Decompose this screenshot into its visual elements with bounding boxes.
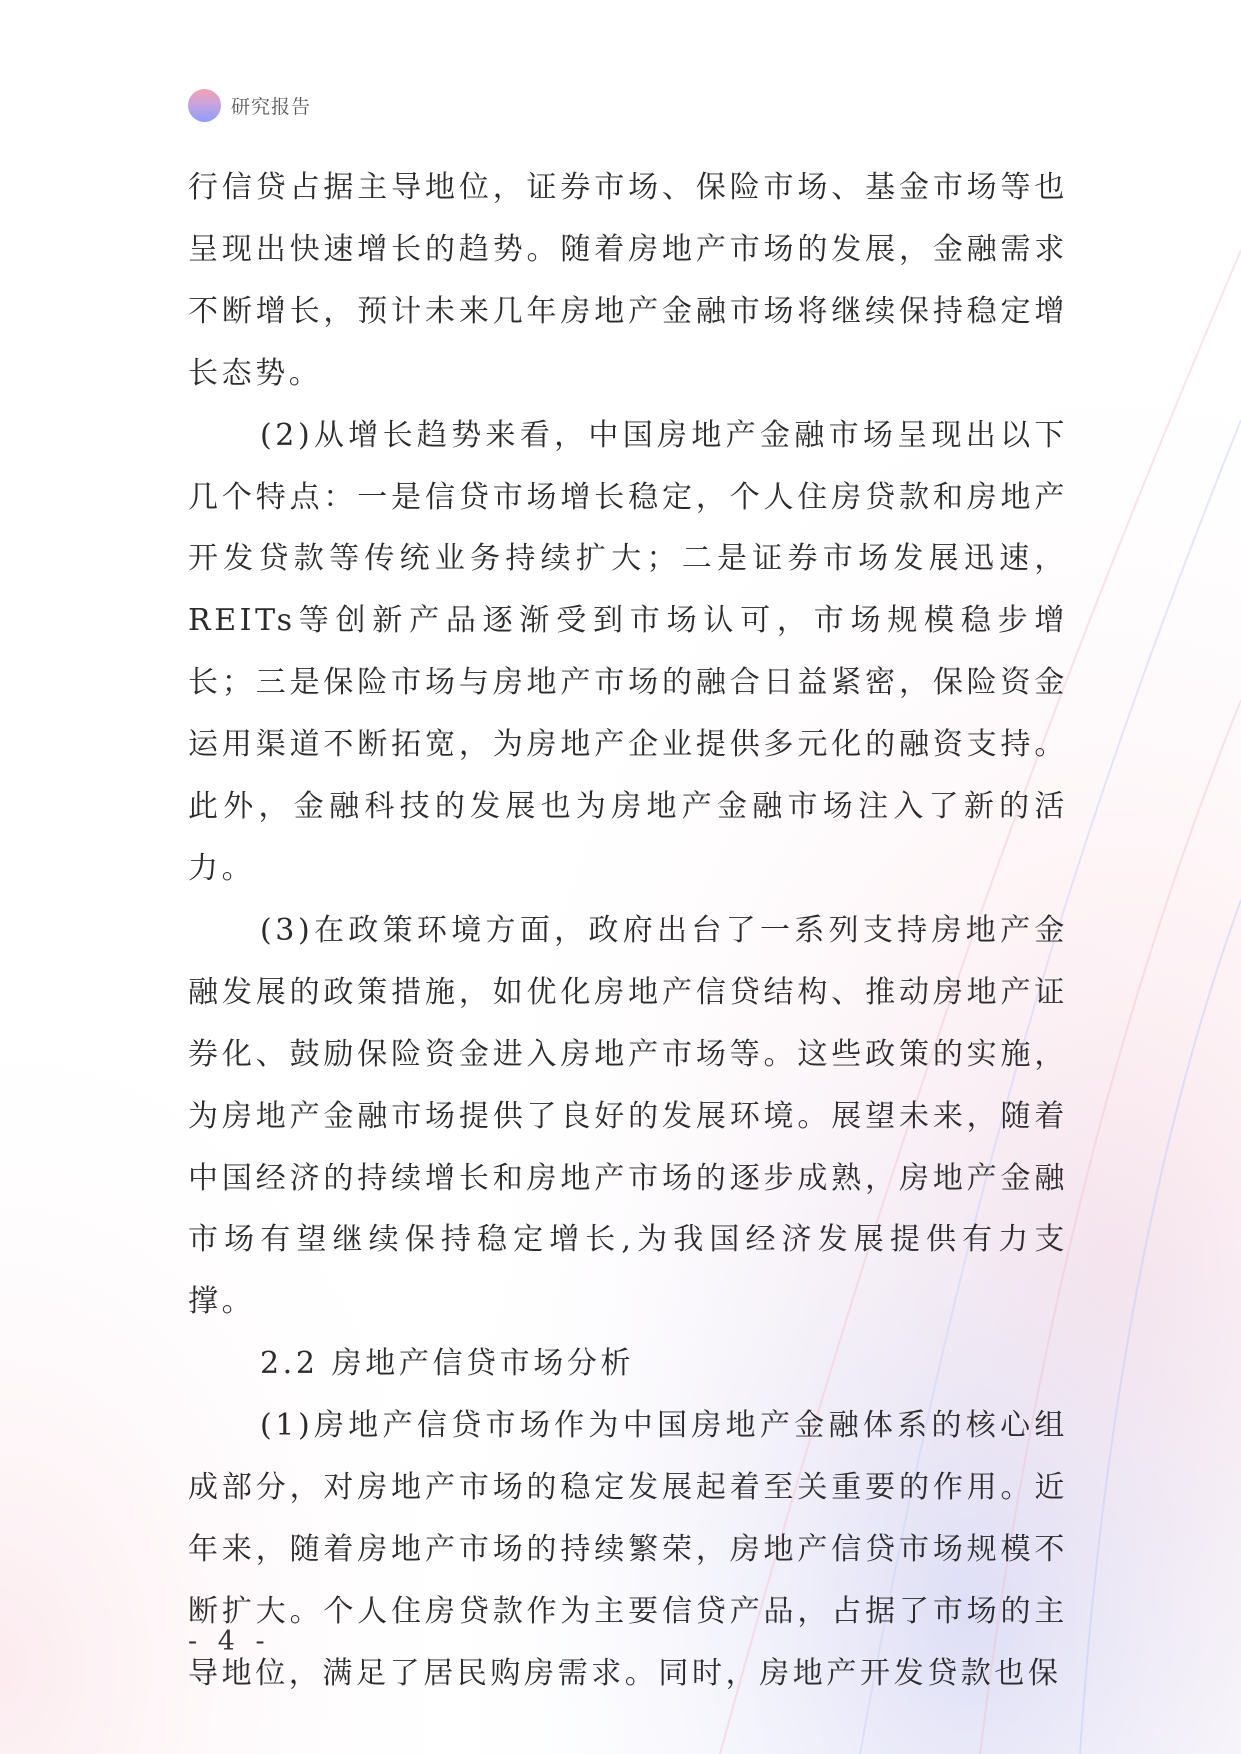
report-header (188, 88, 311, 122)
body-text (188, 157, 1068, 1705)
section-heading: 2.2 房地产信贷市场分析 (260, 1346, 635, 1382)
logo-circle-icon (188, 89, 221, 122)
paragraph-1: 行信贷占据主导地位，证券市场、保险市场、基金市场等也呈现出快速增长的趋势。随着房地产市场的发展，金融需求不断增长，预计未来几年房地产金融市场将继续保持稳定增长态势。 (188, 170, 1068, 391)
header-title: 研究报告 (231, 95, 312, 118)
paragraph-2: (2)从增长趋势来看，中国房地产金融市场呈现出以下几个特点：一是信贷市场增长稳定，个人住房贷款和房地产开发贷款等传统业务持续扩大；二是证券市场发展迅速，REITs等创新产品逐渐受到市场认可，市场规模稳步增长；三是保险市场与房地产市场的融合日益紧密，保险资金运用渠道不断拓宽，为房地产企业提供多元化的融资支持。此外，金融科技的发展也为房地产金融市场注入了新的活力。 (188, 417, 1068, 886)
paragraph-4: (1)房地产信贷市场作为中国房地产金融体系的核心组成部分，对房地产市场的稳定发展起着至关重要的作用。近年来，随着房地产市场的持续繁荣，房地产信贷市场规模不断扩大。个人住房贷款作为主要信贷产品，占据了市场的主导地位，满足了居民购房需求。同时，房地产开发贷款也保 (188, 1408, 1068, 1691)
page-number: - 4 - (188, 1626, 271, 1657)
paragraph-3: (3)在政策环境方面，政府出台了一系列支持房地产金融发展的政策措施，如优化房地产信贷结构、推动房地产证券化、鼓励保险资金进入房地产市场等。这些政策的实施，为房地产金融市场提供了良好的发展环境。展望未来，随着中国经济的持续增长和房地产市场的逐步成熟，房地产金融市场有望继续保持稳定增长,为我国经济发展提供有力支撑。 (188, 912, 1068, 1320)
